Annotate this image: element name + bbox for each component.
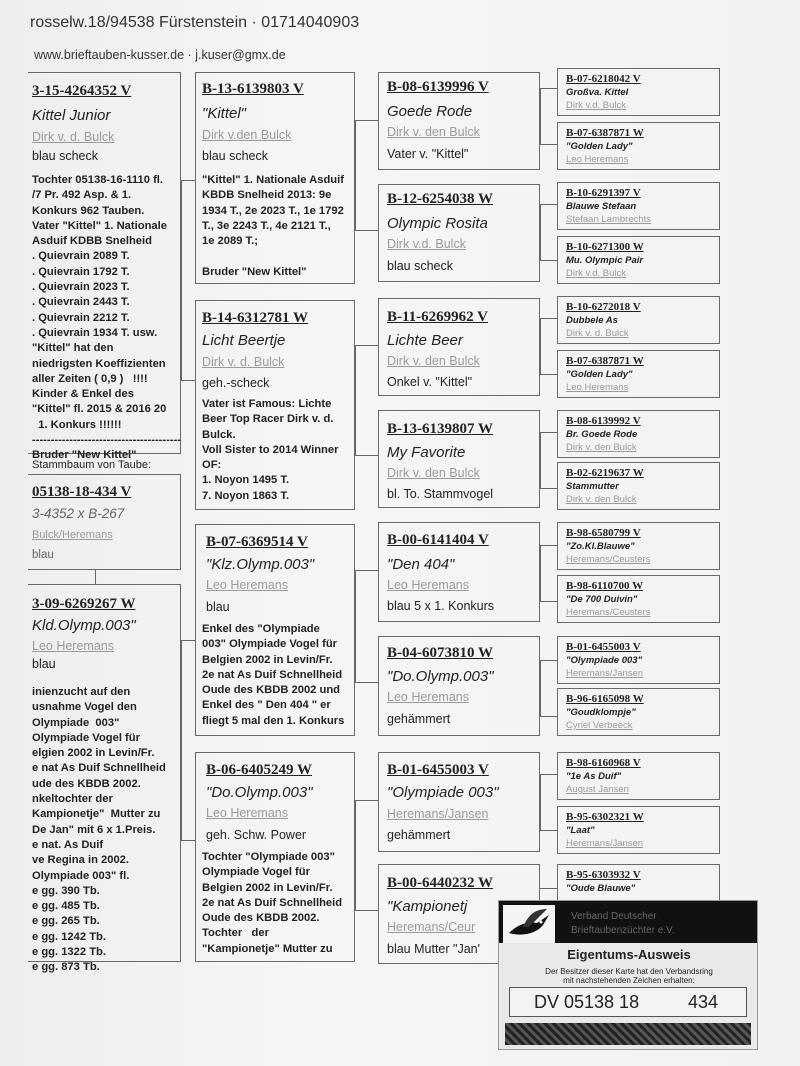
- gen3-color: blau Mutter "Jan': [387, 942, 480, 956]
- subject-ring: 3-15-4264352 V: [32, 83, 132, 99]
- gen2-ring: B-14-6312781 W: [202, 310, 308, 326]
- gen2-box-4: [195, 752, 355, 962]
- pigeon-logo-icon: [503, 905, 555, 943]
- gen4-ring: B-10-6272018 V: [566, 301, 641, 313]
- gen4-breeder: Dirk v.d. Bulck: [566, 100, 627, 111]
- gen3-box-2: [378, 184, 540, 282]
- gen3-color: bl. To. Stammvogel: [387, 487, 494, 501]
- gen2-notes: Vater ist Famous: Lichte Beer Top Racer Dirk v. d. Bulck. Voll Sister to 2014 Winner OF: 1. Noyon 1495 T. 7. Noyon 1863 T.: [202, 398, 339, 502]
- gen3-color: gehämmert: [387, 712, 451, 726]
- gen4-breeder: Heremans/Ceusters: [566, 554, 651, 565]
- connector: [540, 545, 557, 546]
- gen4-breeder: Dirk v. den Bulck: [566, 442, 637, 453]
- gen4-box-1: [557, 68, 720, 116]
- gen4-ring: B-95-6303932 V: [566, 869, 641, 881]
- dam-box: [28, 584, 181, 974]
- gen4-name: Blauwe Stefaan: [566, 201, 637, 212]
- gen4-breeder: Dirk v. d. Bulck: [566, 328, 629, 339]
- stammbaum-cross: 3-4352 x B-267: [32, 506, 125, 521]
- gen3-box-7: [378, 752, 540, 852]
- gen3-color: gehämmert: [387, 828, 451, 842]
- gen2-color: geh.-scheck: [202, 376, 270, 390]
- card-subtitle-1: Der Besitzer dieser Karte hat den Verbandsring: [545, 967, 713, 976]
- gen4-ring: B-02-6219637 W: [566, 467, 644, 479]
- connector: [540, 318, 541, 374]
- stammbaum-ring: 05138-18-434 V: [32, 484, 132, 500]
- gen4-name: Mu. Olympic Pair: [566, 255, 644, 266]
- gen4-name: "Goudklompje": [566, 707, 636, 718]
- connector: [181, 180, 195, 181]
- gen4-breeder: Stefaan Lambrechts: [566, 214, 652, 225]
- card-security-strip: [505, 1023, 751, 1045]
- gen3-name: "Do.Olymp.003": [387, 668, 494, 685]
- gen3-name: Olympic Rosita: [387, 215, 488, 232]
- gen4-box-12: [557, 688, 720, 736]
- breeder-address: rosselw.18/94538 Fürstenstein · 01714040903: [30, 14, 360, 31]
- gen4-breeder: Heremans/Jansen: [566, 838, 644, 849]
- gen2-name: Licht Beertje: [202, 332, 286, 349]
- gen4-ring: B-98-6110700 W: [566, 580, 644, 592]
- card-ring-number-box: [509, 987, 747, 1017]
- gen3-box-3: [378, 298, 540, 396]
- connector: [355, 230, 378, 231]
- gen3-color: Onkel v. "Kittel": [387, 375, 473, 389]
- gen4-ring: B-95-6302321 W: [566, 811, 644, 823]
- gen3-breeder: Leo Heremans: [387, 690, 469, 704]
- gen4-box-6: [557, 350, 720, 398]
- gen4-name: Großva. Kittel: [566, 87, 629, 98]
- gen4-name: "De 700 Duivin": [566, 594, 638, 605]
- gen4-breeder: Dirk v.d. Bulck: [566, 268, 627, 279]
- gen2-box-1: [195, 72, 355, 284]
- gen3-box-6: [378, 636, 540, 736]
- gen4-ring: B-98-6160968 V: [566, 757, 641, 769]
- gen2-notes: Enkel des "Olympiade 003" Olympiade Vogel für Belgien 2002 in Levin/Fr. 2e nat As Duif Schnellheid Oude des KBDB 2002 und Enkel des " Den 404 " er fliegt 5 mal den 1. Konkurs: [202, 623, 345, 727]
- connector: [181, 380, 195, 381]
- gen4-breeder: August Jansen: [566, 784, 629, 795]
- connector: [355, 570, 356, 682]
- breeder-contact: www.brieftauben-kusser.de · j.kuser@gmx.de: [34, 48, 286, 62]
- gen4-name: "Olympiade 003": [566, 655, 643, 666]
- gen2-box-2: [195, 300, 355, 510]
- stammbaum-color: blau: [32, 549, 54, 561]
- connector: [181, 180, 182, 380]
- subject-notes: Tochter 05138-16-1110 fl. /7 Pr. 492 Asp. & 1. Konkurs 962 Tauben. Vater "Kittel" 1. Nationale Asduif KDBB Snelheid . Quievrain 2089 T. . Quievrain 1792 T. . Quievrain 2023 T. . Quievrain 2443 T. . Quievrain 2212 T. . Quievrain 1934 T. usw. "Kittel" hat den niedrigsten Koeffizienten aller Zeiten ( 0,9 ) !!!! Kinder & Enkel des "Kittel" fl. 2015 & 2016 20 1. Konkurs !!!!!! ---------------------------------------- Bruder "New Kittel": [32, 174, 182, 462]
- connector: [540, 88, 557, 89]
- connector: [540, 660, 557, 661]
- stammbaum-label: Stammbaum von Taube:: [32, 459, 152, 471]
- gen4-breeder: Heremans/Jansen: [566, 668, 644, 679]
- gen2-ring: B-13-6139803 V: [202, 81, 304, 97]
- card-org-line2: Brieftaubenzüchter e.V.: [571, 925, 675, 936]
- card-org-line1: Verband Deutscher: [571, 911, 657, 922]
- gen3-breeder: Dirk v. den Bulck: [387, 125, 480, 139]
- connector: [540, 374, 557, 375]
- gen4-box-3: [557, 182, 720, 230]
- gen2-ring: B-06-6405249 W: [206, 762, 312, 778]
- connector: [540, 888, 557, 889]
- stammbaum-box: [28, 474, 181, 570]
- gen3-color: blau 5 x 1. Konkurs: [387, 599, 495, 613]
- connector: [355, 345, 356, 455]
- connector: [540, 716, 557, 717]
- gen3-ring: B-01-6455003 V: [387, 762, 489, 778]
- gen2-notes: Tochter "Olympiade 003" Olympiade Vogel für Belgien 2002 in Levin/Fr. 2e nat As Duif Schnellheid Oude des KBDB 2002. Tochter der "Kampionetje" Mutter zu: [202, 851, 343, 955]
- gen3-ring: B-11-6269962 V: [387, 309, 488, 325]
- gen3-box-4: [378, 410, 540, 508]
- gen4-breeder: Dirk v. den Bulck: [566, 494, 637, 505]
- gen4-ring: B-08-6139992 V: [566, 415, 641, 427]
- gen3-color: Vater v. "Kittel": [387, 147, 469, 161]
- gen4-name: Dubbele As: [566, 315, 618, 326]
- dam-name: Kld.Olymp.003": [32, 617, 136, 634]
- gen3-breeder: Heremans/Ceur: [387, 920, 476, 934]
- gen3-name: "Kampionetj: [387, 898, 468, 915]
- connector: [355, 120, 378, 121]
- gen3-ring: B-00-6440232 W: [387, 875, 493, 891]
- card-ring-number: 434: [688, 992, 719, 1012]
- gen4-breeder: Leo Heremans: [566, 382, 629, 393]
- gen3-breeder: Dirk v.d. Bulck: [387, 237, 466, 251]
- gen3-color: blau scheck: [387, 259, 454, 273]
- subject-name: Kittel Junior: [32, 107, 111, 124]
- ownership-card: [498, 900, 758, 1050]
- dam-breeder: Leo Heremans: [32, 639, 114, 653]
- gen4-ring: B-01-6455003 V: [566, 641, 641, 653]
- gen3-ring: B-13-6139807 W: [387, 421, 493, 437]
- gen3-ring: B-00-6141404 V: [387, 532, 489, 548]
- gen2-color: blau: [206, 600, 230, 614]
- gen3-box-1: [378, 72, 540, 170]
- gen4-box-5: [557, 296, 720, 344]
- connector: [540, 204, 541, 260]
- gen3-ring: B-12-6254038 W: [387, 191, 493, 207]
- connector: [181, 640, 182, 840]
- connector: [540, 432, 557, 433]
- connector: [355, 910, 378, 911]
- stammbaum-breeder: Bulck/Heremans: [32, 529, 113, 541]
- connector: [355, 120, 356, 230]
- subject-box: [28, 72, 182, 462]
- gen3-name: "Den 404": [387, 556, 455, 573]
- connector: [540, 774, 557, 775]
- connector: [355, 682, 378, 683]
- connector: [95, 570, 96, 584]
- gen3-name: My Favorite: [387, 444, 466, 461]
- gen3-ring: B-08-6139996 V: [387, 79, 489, 95]
- connector: [181, 640, 195, 641]
- gen4-ring: B-07-6218042 V: [566, 73, 641, 85]
- gen3-name: "Olympiade 003": [387, 784, 499, 801]
- connector: [181, 840, 195, 841]
- gen2-breeder: Leo Heremans: [206, 806, 288, 820]
- connector: [540, 488, 557, 489]
- gen4-name: "Laat": [566, 825, 595, 836]
- gen2-color: blau scheck: [202, 149, 269, 163]
- gen2-ring: B-07-6369514 V: [206, 534, 308, 550]
- gen4-box-8: [557, 462, 720, 510]
- dam-color: blau: [32, 657, 56, 671]
- connector: [355, 345, 378, 346]
- connector: [355, 570, 378, 571]
- gen4-ring: B-10-6271300 W: [566, 241, 644, 253]
- gen3-name: Goede Rode: [387, 103, 473, 120]
- connector: [540, 318, 557, 319]
- gen2-box-3: [195, 524, 355, 736]
- gen2-notes: "Kittel" 1. Nationale Asduif KBDB Snelheid 2013: 9e 1934 T., 2e 2023 T., 1e 1792 T., 3e 2243 T., 4e 2121 T., 1e 2089 T.; Bruder "New Kittel": [202, 174, 344, 278]
- connector: [540, 830, 557, 831]
- connector: [540, 88, 541, 144]
- gen2-breeder: Dirk v.den Bulck: [202, 128, 292, 142]
- gen3-name: Lichte Beer: [387, 332, 463, 349]
- gen4-ring: B-07-6387871 W: [566, 127, 644, 139]
- gen4-name: "1e As Duif": [566, 771, 622, 782]
- connector: [540, 260, 557, 261]
- gen3-breeder: Heremans/Jansen: [387, 807, 489, 821]
- connector: [540, 545, 541, 601]
- gen4-box-10: [557, 575, 720, 623]
- dam-notes: inienzucht auf den usnahme Vogel den Olympiade 003" Olympiade Vogel für elgien 2002 in Levin/Fr. e nat As Duif Schnellheid ude des KBDB 2002. nkeltochter der Kampionetje" Mutter zu De Jan" mit 6 x 1.Preis. e nat. As Duif ve Regina in 2002. Olympiade 003" fl. e gg. 390 Tb. e gg. 485 Tb. e gg. 265 Tb. e gg. 1242 Tb. e gg. 1322 Tb. e gg. 873 Tb.: [32, 686, 166, 974]
- gen4-name: "Oude Blauwe": [566, 883, 636, 894]
- connector: [355, 800, 378, 801]
- dam-ring: 3-09-6269267 W: [32, 596, 136, 612]
- card-title: Eigentums-Ausweis: [567, 947, 691, 962]
- gen2-breeder: Leo Heremans: [206, 578, 288, 592]
- gen4-box-9: [557, 522, 720, 570]
- gen4-name: Stammutter: [566, 481, 619, 492]
- gen2-name: "Klz.Olymp.003": [206, 556, 315, 573]
- gen3-breeder: Leo Heremans: [387, 578, 469, 592]
- connector: [540, 204, 557, 205]
- gen4-name: "Golden Lady": [566, 369, 633, 380]
- connector: [540, 660, 541, 716]
- gen4-box-13: [557, 752, 720, 800]
- connector: [355, 455, 378, 456]
- gen2-color: geh. Schw. Power: [206, 828, 307, 842]
- gen3-ring: B-04-6073810 W: [387, 645, 493, 661]
- gen4-box-7: [557, 410, 720, 458]
- gen3-breeder: Dirk v. den Bulck: [387, 466, 480, 480]
- gen3-breeder: Dirk v. den Bulck: [387, 354, 480, 368]
- gen4-ring: B-96-6165098 W: [566, 693, 644, 705]
- connector: [355, 800, 356, 910]
- connector: [540, 601, 557, 602]
- card-ring-prefix: DV 05138 18: [534, 992, 640, 1012]
- gen4-box-11: [557, 636, 720, 684]
- subject-breeder: Dirk v. d. Bulck: [32, 130, 115, 144]
- gen4-box-14: [557, 806, 720, 854]
- gen4-ring: B-07-6387871 W: [566, 355, 644, 367]
- gen4-breeder: Leo Heremans: [566, 154, 629, 165]
- gen4-box-4: [557, 236, 720, 284]
- card-subtitle-2: mit nachstehenden Zeichen erhalten:: [563, 976, 695, 985]
- gen2-name: "Do.Olymp.003": [206, 784, 313, 801]
- gen4-ring: B-98-6580799 V: [566, 527, 641, 539]
- subject-color: blau scheck: [32, 149, 99, 163]
- gen4-box-2: [557, 122, 720, 170]
- gen4-name: "Zo.Kl.Blauwe": [566, 541, 635, 552]
- gen4-ring: B-10-6291397 V: [566, 187, 641, 199]
- gen2-name: "Kittel": [202, 105, 246, 122]
- connector: [540, 144, 557, 145]
- gen4-name: Br. Goede Rode: [566, 429, 638, 440]
- gen4-breeder: Cyriel Verbeeck: [566, 720, 633, 731]
- gen3-box-5: [378, 522, 540, 622]
- connector: [540, 774, 541, 830]
- connector: [540, 432, 541, 488]
- gen2-breeder: Dirk v. d. Bulck: [202, 355, 285, 369]
- gen4-name: "Golden Lady": [566, 141, 633, 152]
- gen4-breeder: Heremans/Ceusters: [566, 607, 651, 618]
